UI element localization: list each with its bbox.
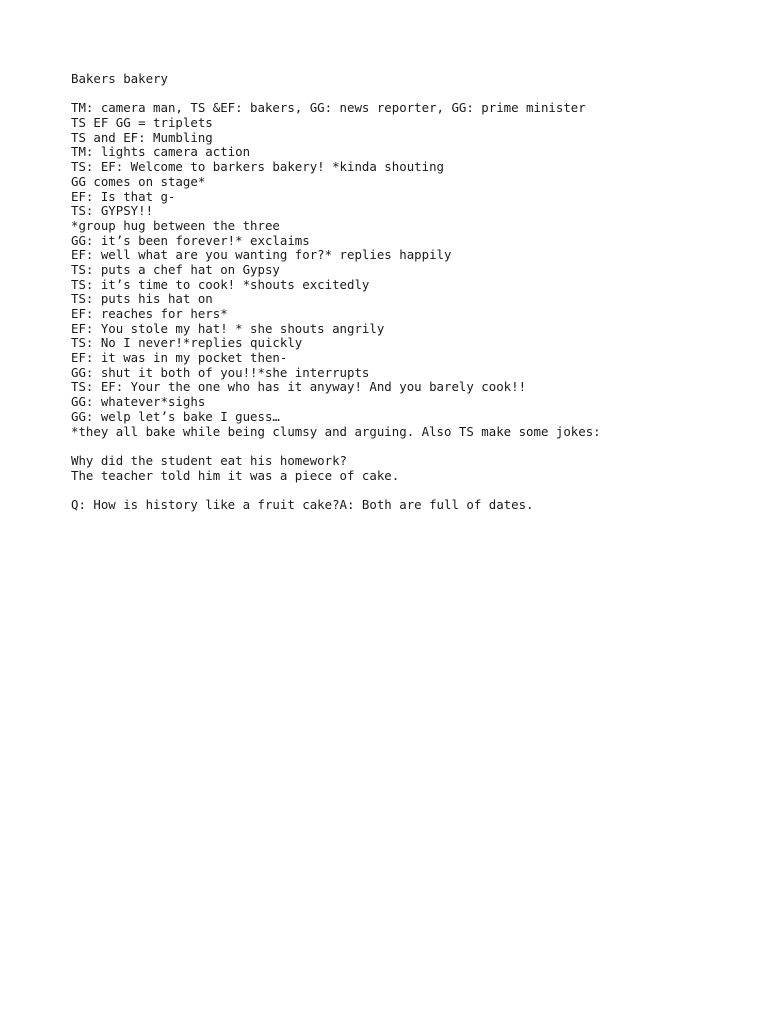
script-line: EF: You stole my hat! * she shouts angrily (71, 320, 385, 336)
script-line: GG: welp let’s bake I guess… (71, 408, 280, 424)
script-line: GG: shut it both of you!!*she interrupts (71, 364, 370, 380)
script-line: GG comes on stage* (71, 173, 206, 189)
document-title: Bakers bakery (71, 71, 168, 86)
script-line: TM: camera man, TS &EF: bakers, GG: news reporter, GG: prime minister (71, 100, 586, 116)
script-line: TM: lights camera action (71, 144, 251, 160)
script-line: TS: EF: Your the one who has it anyway! And you barely cook!! (71, 379, 527, 395)
blank-line (71, 439, 748, 454)
script-line: GG: whatever*sighs (71, 394, 206, 410)
script-line: *they all bake while being clumsy and arguing. Also TS make some jokes: (71, 423, 601, 439)
script-line: GG: it’s been forever!* exclaims (71, 232, 310, 248)
blank-line (71, 87, 748, 102)
joke-block (71, 454, 748, 483)
joke-question: Why did the student eat his homework? (71, 452, 348, 468)
script-line: EF: Is that g- (71, 188, 176, 204)
script-line: *group hug between the three (71, 217, 280, 233)
joke-line: Q: How is history like a fruit cake?A: Both are full of dates. (71, 496, 534, 512)
joke-answer: The teacher told him it was a piece of cake. (71, 467, 400, 483)
script-line: EF: reaches for hers* (71, 306, 228, 321)
script-line: TS EF GG = triplets (71, 115, 213, 131)
blank-line (71, 483, 748, 498)
script-block (71, 101, 748, 439)
script-line: TS and EF: Mumbling (71, 129, 213, 145)
script-line: EF: it was in my pocket then- (71, 350, 288, 366)
script-line: TS: GYPSY!! (71, 203, 154, 219)
script-line: TS: it’s time to cook! *shouts excitedly (71, 276, 370, 292)
script-line: TS: No I never!*replies quickly (71, 335, 303, 351)
script-line: TS: EF: Welcome to barkers bakery! *kinda shouting (71, 159, 444, 175)
script-line: TS: puts his hat on (71, 291, 213, 307)
script-line: TS: puts a chef hat on Gypsy (71, 261, 280, 277)
script-line: EF: well what are you wanting for?* replies happily (71, 247, 452, 263)
document-page (71, 72, 748, 513)
